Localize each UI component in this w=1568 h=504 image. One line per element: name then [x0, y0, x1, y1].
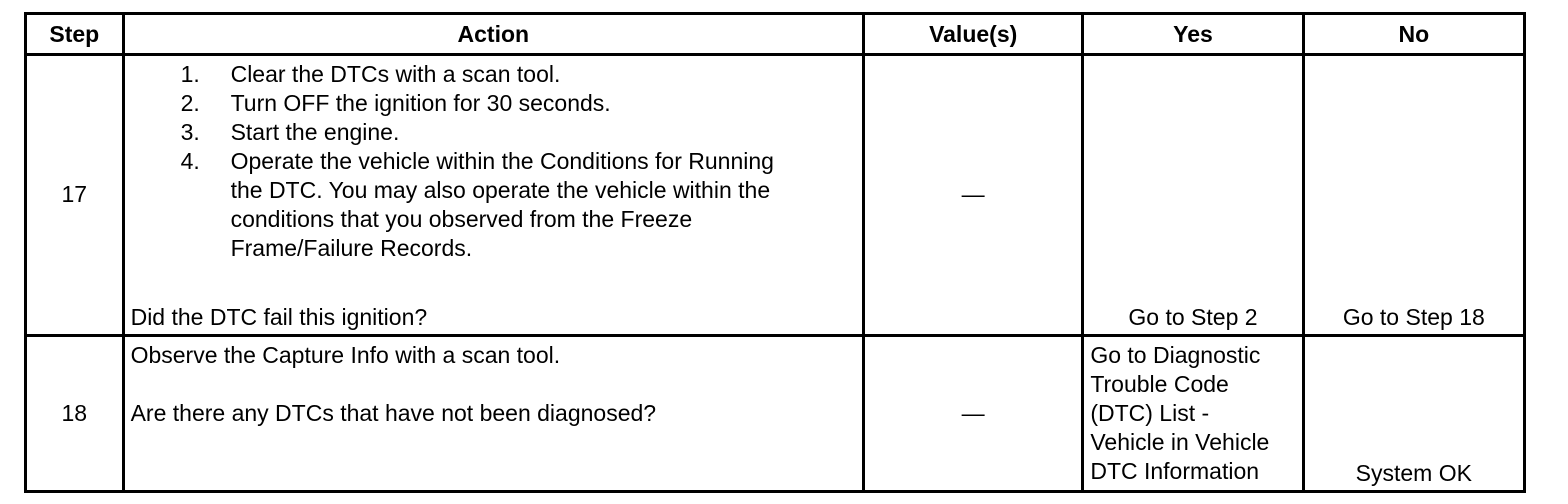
step-item-text: Frame/Failure Records. — [230, 235, 473, 261]
yes-link[interactable]: Go to Step 2 — [1128, 303, 1258, 330]
action-cell — [123, 335, 863, 491]
value-cell: — — [864, 335, 1083, 491]
step-item-text: Clear the DTCs with a scan tool. — [230, 61, 561, 87]
step-item-number: 1. — [180, 61, 200, 87]
step-number: 18 — [26, 335, 124, 491]
header-step: Step — [26, 14, 124, 55]
yes-link[interactable] — [1084, 337, 1301, 488]
header-yes: Yes — [1083, 14, 1303, 55]
action-step-item — [131, 147, 856, 263]
no-cell — [1303, 55, 1524, 336]
table-row-step-17 — [26, 55, 1525, 336]
yes-link-line: Vehicle in Vehicle — [1090, 428, 1270, 455]
step-item-text: conditions that you observed from the Freeze — [230, 206, 693, 232]
yes-link-line: (DTC) List - — [1090, 399, 1210, 426]
header-no: No — [1303, 14, 1524, 55]
yes-link-line: Go to Diagnostic — [1090, 341, 1261, 368]
diagnostic-table — [24, 12, 1526, 493]
action-step-item — [131, 89, 856, 118]
step-item-number: 2. — [180, 90, 200, 116]
value-cell: — — [864, 55, 1083, 336]
step-item-number: 4. — [180, 148, 200, 174]
action-step-item — [131, 118, 856, 147]
yes-link-line: DTC Information — [1090, 457, 1260, 484]
action-cell — [123, 55, 863, 336]
question-text: Did the DTC fail this ignition? — [130, 303, 428, 330]
no-cell — [1303, 335, 1524, 491]
question-text: Are there any DTCs that have not been diagnosed? — [130, 399, 657, 426]
header-action: Action — [123, 14, 863, 55]
table-row-step-18 — [26, 335, 1525, 491]
step-number: 17 — [26, 55, 124, 336]
yes-link-line: Trouble Code — [1090, 370, 1229, 397]
step-item-number: 3. — [180, 119, 200, 145]
action-steps-list — [131, 60, 856, 263]
step-item-text: Start the engine. — [230, 119, 400, 145]
step-item-text: the DTC. You may also operate the vehicle within the — [230, 177, 771, 203]
header-values: Value(s) — [864, 14, 1083, 55]
step-item-text: Turn OFF the ignition for 30 seconds. — [230, 90, 611, 116]
header-row — [26, 14, 1525, 55]
no-link[interactable]: System OK — [1355, 460, 1472, 486]
yes-cell — [1083, 55, 1303, 336]
step-item-text: Operate the vehicle within the Conditions for Running — [230, 148, 774, 174]
no-link[interactable]: Go to Step 18 — [1342, 303, 1485, 330]
action-text: Observe the Capture Info with a scan tool. — [130, 341, 561, 368]
yes-cell — [1083, 335, 1303, 491]
action-step-item — [131, 60, 856, 89]
